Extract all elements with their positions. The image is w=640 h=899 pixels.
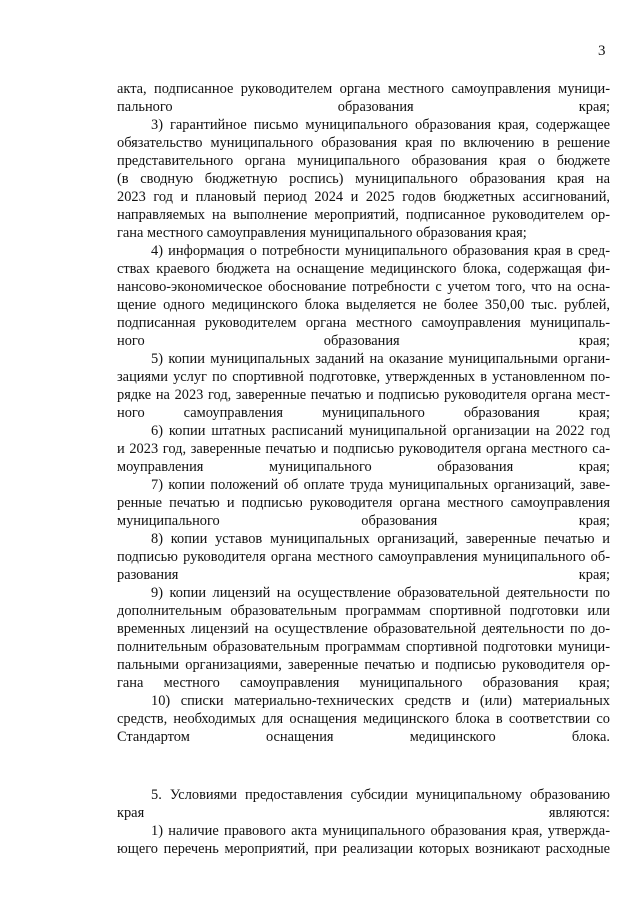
line: 5) копии муниципальных заданий на оказание муниципальными органи- [151, 351, 610, 367]
line: моуправления муниципального образования края; [117, 459, 610, 475]
line: муниципального образования края; [117, 513, 610, 529]
line: 1) наличие правового акта муниципального образования края, утвержда- [151, 823, 610, 839]
line: зациями услуг по спортивной подготовке, утвержденных в установленном по- [117, 369, 610, 385]
paragraph-item-6 [117, 422, 610, 476]
line: 8) копии уставов муниципальных организаций, заверенные печатью и [151, 531, 610, 547]
line: нансово-экономическое обоснование потребности с учетом того, что на осна- [117, 279, 610, 295]
line: 9) копии лицензий на осуществление образовательной деятельности по [151, 585, 610, 601]
paragraph-item-7 [117, 476, 610, 530]
line: 3) гарантийное письмо муниципального образования края, содержащее [151, 117, 610, 133]
line: и 2023 год, заверенные печатью и подписью руководителя органа местного са- [117, 441, 610, 457]
line: ющего перечень мероприятий, при реализации которых возникают расходные [117, 841, 610, 857]
line: (в сводную бюджетную роспись) муниципального образования края на [117, 171, 610, 187]
line: дополнительным образовательным программам спортивной подготовки или [117, 603, 610, 619]
line: временных лицензий на осуществление образовательной деятельности по до- [117, 621, 610, 637]
line: акта, подписанное руководителем органа местного самоуправления муници- [117, 81, 610, 97]
page-number: 3 [598, 43, 606, 59]
line: края являются: [117, 805, 610, 821]
line: средств, необходимых для оснащения медицинского блока в соответствии со [117, 711, 610, 727]
line: ного самоуправления муниципального образования края; [117, 405, 610, 421]
line: ного образования края; [117, 333, 610, 349]
paragraph-condition-1 [117, 822, 610, 858]
line: гана местного самоуправления муниципального образования края; [117, 675, 610, 691]
paragraph-item-5 [117, 350, 610, 422]
line: 10) списки материально-технических средств и (или) материальных [151, 693, 610, 709]
line: рядке на 2023 год, заверенные печатью и подписью руководителя органа мест- [117, 387, 610, 403]
line: щение одного медицинского блока выделяется не более 350,00 тыс. рублей, [117, 297, 610, 313]
paragraph-item-3 [117, 116, 610, 242]
paragraph-act-continuation [117, 80, 610, 116]
document-body [117, 80, 610, 858]
paragraph-item-8 [117, 530, 610, 584]
section-gap [117, 746, 610, 786]
paragraph-item-4 [117, 242, 610, 350]
paragraph-section-5 [117, 786, 610, 822]
line: 5. Условиями предоставления субсидии муниципальному образованию [151, 787, 610, 803]
line: ренные печатью и подписью руководителя органа местного самоуправления [117, 495, 610, 511]
line: направляемых на выполнение мероприятий, подписанное руководителем ор- [117, 207, 610, 223]
line: полнительным образовательным программам спортивной подготовки муници- [117, 639, 610, 655]
line: 4) информация о потребности муниципального образования края в сред- [151, 243, 610, 259]
paragraph-item-10 [117, 692, 610, 746]
line: Стандартом оснащения медицинского блока. [117, 729, 610, 745]
line: 6) копии штатных расписаний муниципальной организации на 2022 год [151, 423, 610, 439]
line: обязательство муниципального образования края по включению в решение [117, 135, 610, 151]
line: разования края; [117, 567, 610, 583]
paragraph-item-9 [117, 584, 610, 692]
line: пальными организациями, заверенные печатью и подписью руководителя ор- [117, 657, 610, 673]
line: гана местного самоуправления муниципального образования края; [117, 225, 527, 241]
line: подписью руководителя органа местного самоуправления муниципального об- [117, 549, 610, 565]
line: 2023 год и плановый период 2024 и 2025 годов бюджетных ассигнований, [117, 189, 610, 205]
line: представительного органа муниципального образования края о бюджете [117, 153, 610, 169]
line: 7) копии положений об оплате труда муниципальных организаций, заве- [151, 477, 610, 493]
line: пального образования края; [117, 99, 610, 115]
line: ствах краевого бюджета на оснащение медицинского блока, содержащая фи- [117, 261, 610, 277]
line: подписанная руководителем органа местного самоуправления муниципаль- [117, 315, 610, 331]
